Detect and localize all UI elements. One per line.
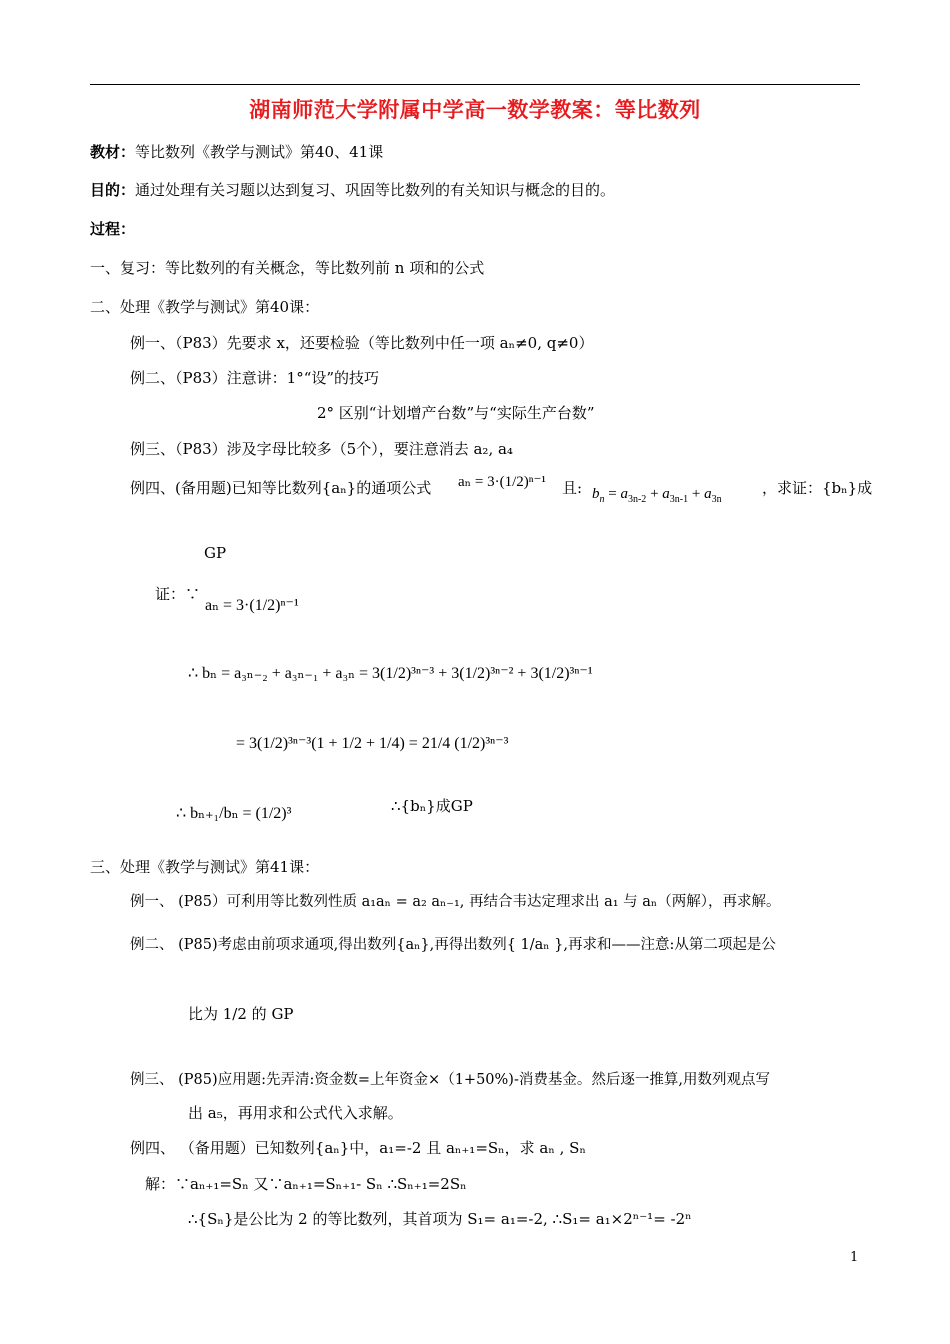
process-label: 过程： [90, 220, 136, 238]
goal-label: 目的： [90, 181, 136, 199]
formula-bn-inline: $b_n = a_{3n-2} + a_{3n-1} + a_{3n}$ [592, 486, 722, 505]
proof-conclusion: ∴{bₙ}成GP [391, 797, 473, 815]
s2-example-4-text [130, 478, 431, 498]
s3-example-2: 例二、 (P85)考虑由前项求通项,得出数列{aₙ},再得出数列{ 1/aₙ },再求和——注意:从第二项起是公 [130, 937, 776, 953]
proof-formula-3: = 3(1/2)³ⁿ⁻³(1 + 1/2 + 1/4) = 21/4 (1/2)³ⁿ⁻³ [236, 735, 509, 752]
formula-an-inline: aₙ = 3·(1/2)ⁿ⁻¹ [458, 474, 546, 490]
proof-formula-4: ∴ bₙ₊₁/bₙ = (1/2)³ [176, 805, 292, 822]
proof-formula-1: aₙ = 3·(1/2)ⁿ⁻¹ [205, 597, 299, 614]
s3-example-2-cont: 比为 1/2 的 GP [188, 1005, 294, 1023]
section-1-review: 一、复习：等比数列的有关概念，等比数列前 n 项和的公式 [90, 259, 485, 277]
ex4-mid: 且: [562, 479, 583, 497]
material-line [90, 142, 383, 162]
material-label: 教材： [90, 143, 136, 161]
s3-example-1: 例一、 (P85）可利用等比数列性质 a₁aₙ = a₂ aₙ₋₁, 再结合韦达定理求出 a₁ 与 aₙ（两解），再求解。 [130, 894, 781, 910]
goal-line [90, 180, 615, 200]
ex4-pre: 例四、(备用题)已知等比数列{aₙ}的通项公式 [130, 479, 432, 497]
proof-formula-2: ∴ bₙ = a₃ₙ₋₂ + a₃ₙ₋₁ + a₃ₙ = 3(1/2)³ⁿ⁻³ + 3(1/2)³ⁿ⁻² + 3(1/2)³ⁿ⁻¹ [188, 665, 593, 682]
ex4-post: ，求证：{bₙ}成 [762, 479, 873, 497]
s2-example-1: 例一、（P83）先要求 x，还要检验（等比数列中任一项 aₙ≠0, q≠0） [130, 334, 594, 352]
s3-example-3-line2: 出 a₅，再用求和公式代入求解。 [188, 1104, 403, 1122]
s2-example-3: 例三、（P83）涉及字母比较多（5个），要注意消去 a₂, a₄ [130, 440, 513, 458]
material-text: 等比数列《教学与测试》第40、41课 [135, 143, 384, 161]
page-number: 1 [850, 1250, 859, 1265]
s3-example-4: 例四、 （备用题）已知数列{aₙ}中，a₁=-2 且 aₙ₊₁=Sₙ，求 aₙ , Sₙ [130, 1139, 586, 1157]
header-rule [90, 84, 860, 85]
goal-text: 通过处理有关习题以达到复习、巩固等比数列的有关知识与概念的目的。 [135, 181, 616, 199]
s3-solution-2: ∴{Sₙ}是公比为 2 的等比数列，其首项为 S₁= a₁=-2, ∴S₁= a₁×2ⁿ⁻¹= -2ⁿ [188, 1210, 692, 1228]
s3-solution-1: 解：∵aₙ₊₁=Sₙ 又∵aₙ₊₁=Sₙ₊₁- Sₙ ∴Sₙ₊₁=2Sₙ [145, 1175, 467, 1193]
s2-example-2-line2: 2° 区别“计划增产台数”与“实际生产台数” [317, 404, 595, 422]
proof-label: 证：∵ [155, 585, 201, 603]
section-3-heading: 三、处理《教学与测试》第41课： [90, 858, 320, 876]
page-title: 湖南师范大学附属中学高一数学教案：等比数列 [249, 98, 701, 122]
ex4-gp: GP [204, 544, 227, 562]
section-2-heading: 二、处理《教学与测试》第40课： [90, 298, 320, 316]
s2-example-2-line1: 例二、（P83）注意讲：1°“设”的技巧 [130, 369, 380, 387]
s3-example-3-line1: 例三、 (P85)应用题:先弄清:资金数=上年资金×（1+50%)-消费基金。然后逐一推算,用数列观点写 [130, 1072, 770, 1088]
